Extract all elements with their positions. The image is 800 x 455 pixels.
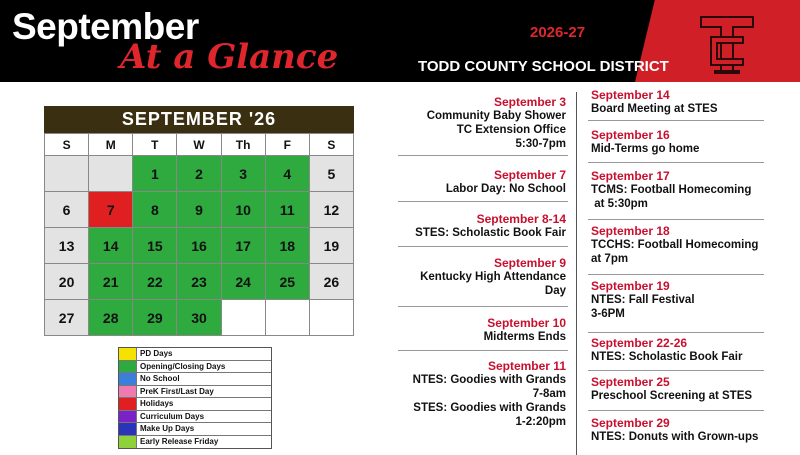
calendar-day: 7 — [89, 192, 133, 228]
event-entry — [413, 359, 566, 429]
calendar-day: 16 — [177, 228, 221, 264]
event-date: September 25 — [591, 375, 670, 389]
legend-item — [119, 373, 271, 386]
legend-label: Opening/Closing Days — [140, 361, 226, 371]
event-date: September 18 — [591, 224, 670, 238]
divider — [588, 274, 764, 275]
calendar-day: 30 — [177, 300, 221, 336]
event-line: Labor Day: No School — [445, 183, 566, 195]
event-entry — [591, 375, 752, 403]
event-line: at 7pm — [591, 253, 629, 265]
legend-item — [119, 423, 271, 436]
legend-label: Curriculum Days — [140, 411, 205, 421]
calendar-day: 14 — [89, 228, 133, 264]
color-legend — [118, 347, 272, 449]
event-line: Kentucky High Attendance — [420, 271, 566, 283]
calendar-day: 11 — [266, 192, 310, 228]
divider — [588, 120, 764, 121]
calendar-day: 18 — [266, 228, 310, 264]
calendar-day: 9 — [177, 192, 221, 228]
event-line: NTES: Goodies with Grands — [412, 374, 566, 386]
calendar-day: 23 — [177, 264, 221, 300]
event-entry — [591, 336, 742, 364]
event-line: Midterms Ends — [483, 331, 566, 343]
event-date: September 16 — [591, 128, 670, 142]
event-line: NTES: Donuts with Grown-ups — [591, 431, 759, 443]
event-entry — [591, 416, 758, 444]
event-entry — [420, 256, 566, 298]
calendar-empty-cell — [89, 156, 133, 192]
divider — [588, 162, 764, 163]
calendar-day: 27 — [45, 300, 89, 336]
event-date: September 17 — [591, 169, 670, 183]
weekday-header: F — [266, 134, 310, 156]
divider — [588, 219, 764, 220]
calendar-day: 1 — [133, 156, 177, 192]
event-line: 3-6PM — [591, 308, 625, 320]
legend-item — [119, 411, 271, 424]
legend-item — [119, 386, 271, 399]
weekday-header: M — [89, 134, 133, 156]
event-line: TC Extension Office — [456, 124, 566, 136]
district-name: TODD COUNTY SCHOOL DISTRICT — [418, 58, 669, 75]
calendar-heading: SEPTEMBER '26 — [44, 106, 354, 133]
column-divider — [576, 92, 577, 455]
calendar-day: 13 — [45, 228, 89, 264]
event-entry — [591, 88, 718, 116]
legend-label: PreK First/Last Day — [140, 386, 214, 396]
calendar-day: 10 — [222, 192, 266, 228]
calendar-day: 3 — [222, 156, 266, 192]
school-year: 2026-27 — [530, 24, 586, 41]
weekday-header: S — [45, 134, 89, 156]
legend-label: No School — [140, 374, 180, 384]
event-entry — [427, 95, 566, 151]
calendar-day: 12 — [310, 192, 354, 228]
event-line: Day — [544, 285, 566, 297]
event-date: September 10 — [487, 316, 566, 330]
event-date: September 19 — [591, 279, 670, 293]
calendar-day: 26 — [310, 264, 354, 300]
divider — [398, 306, 568, 307]
calendar-empty-cell — [45, 156, 89, 192]
legend-swatch — [119, 411, 137, 423]
calendar-day: 29 — [133, 300, 177, 336]
event-date: September 11 — [487, 359, 566, 373]
event-entry — [591, 279, 695, 321]
calendar-day: 28 — [89, 300, 133, 336]
divider — [588, 332, 764, 333]
divider — [398, 246, 568, 247]
event-date: September 8-14 — [476, 212, 566, 226]
event-entry — [484, 316, 566, 344]
calendar-day: 24 — [222, 264, 266, 300]
event-date: September 22-26 — [591, 336, 688, 350]
legend-swatch — [119, 348, 137, 360]
tc-monogram-logo-icon — [698, 12, 756, 76]
legend-swatch — [119, 361, 137, 373]
event-entry — [446, 168, 566, 196]
event-line: Board Meeting at STES — [591, 103, 718, 115]
page-title: September — [12, 6, 199, 47]
weekday-header: S — [310, 134, 354, 156]
calendar-grid — [44, 133, 354, 336]
event-date: September 3 — [493, 95, 566, 109]
legend-item — [119, 436, 271, 449]
calendar-day: 17 — [222, 228, 266, 264]
event-line: Preschool Screening at STES — [591, 390, 753, 402]
legend-swatch — [119, 398, 137, 410]
month-calendar — [44, 106, 354, 336]
legend-item — [119, 348, 271, 361]
weekday-header: W — [177, 134, 221, 156]
calendar-day: 5 — [310, 156, 354, 192]
legend-label: Early Release Friday — [140, 437, 219, 447]
calendar-day: 2 — [177, 156, 221, 192]
event-line: NTES: Fall Festival — [591, 294, 695, 306]
legend-item — [119, 361, 271, 374]
calendar-empty-cell — [310, 300, 354, 336]
weekday-header: Th — [222, 134, 266, 156]
legend-label: Make Up Days — [140, 424, 195, 434]
event-line: STES: Scholastic Book Fair — [415, 227, 566, 239]
divider — [588, 370, 764, 371]
event-line: STES: Goodies with Grands — [413, 402, 566, 414]
page-subtitle: At a Glance — [120, 37, 339, 77]
event-line: TCCHS: Football Homecoming — [591, 239, 759, 251]
legend-item — [119, 398, 271, 411]
calendar-empty-cell — [222, 300, 266, 336]
divider — [588, 410, 764, 411]
event-line: 7-8am — [532, 388, 566, 400]
event-line: at 5:30pm — [591, 198, 648, 210]
event-line: 5:30-7pm — [515, 138, 566, 150]
legend-label: PD Days — [140, 349, 173, 359]
legend-swatch — [119, 386, 137, 398]
calendar-day: 4 — [266, 156, 310, 192]
calendar-day: 25 — [266, 264, 310, 300]
event-entry — [591, 224, 758, 266]
calendar-day: 21 — [89, 264, 133, 300]
event-line: Mid-Terms go home — [591, 143, 700, 155]
legend-swatch — [119, 423, 137, 435]
event-date: September 14 — [591, 88, 670, 102]
event-date: September 9 — [493, 256, 566, 270]
event-entry — [415, 212, 566, 240]
divider — [398, 350, 568, 351]
calendar-day: 8 — [133, 192, 177, 228]
legend-swatch — [119, 436, 137, 449]
event-line: NTES: Scholastic Book Fair — [591, 351, 743, 363]
event-line: 1-2:20pm — [515, 416, 566, 428]
event-date: September 29 — [591, 416, 670, 430]
legend-label: Holidays — [140, 399, 174, 409]
event-date: September 7 — [493, 168, 566, 182]
divider — [398, 201, 568, 202]
calendar-day: 19 — [310, 228, 354, 264]
calendar-empty-cell — [266, 300, 310, 336]
divider — [398, 155, 568, 156]
calendar-day: 15 — [133, 228, 177, 264]
calendar-day: 6 — [45, 192, 89, 228]
event-entry — [591, 128, 699, 156]
legend-swatch — [119, 373, 137, 385]
event-entry — [591, 169, 751, 211]
event-line: Community Baby Shower — [426, 110, 566, 122]
event-line: TCMS: Football Homecoming — [591, 184, 752, 196]
weekday-header: T — [133, 134, 177, 156]
calendar-day: 22 — [133, 264, 177, 300]
calendar-day: 20 — [45, 264, 89, 300]
